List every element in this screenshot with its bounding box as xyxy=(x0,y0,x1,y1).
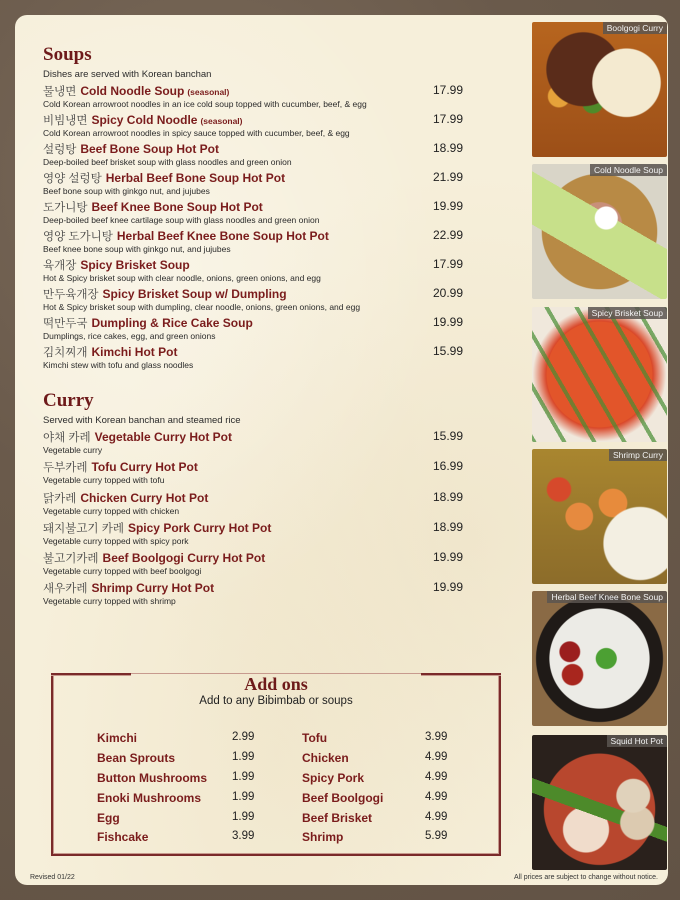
addon-price: 1.99 xyxy=(232,811,255,823)
addon-name: Beef Brisket xyxy=(302,811,373,825)
item-name: Beef Bone Soup Hot Pot xyxy=(80,142,219,156)
addon-name: Egg xyxy=(97,811,120,825)
addon-name: Bean Sprouts xyxy=(97,751,176,765)
food-photo-spicy-brisket-soup xyxy=(532,307,667,442)
photo-caption: Herbal Beef Knee Bone Soup xyxy=(547,591,667,603)
curry-heading: Curry xyxy=(43,390,94,411)
menu-item xyxy=(43,580,463,607)
food-photo-shrimp-curry xyxy=(532,449,667,584)
item-name: Shrimp Curry Hot Pot xyxy=(91,581,215,595)
item-description: Cold Korean arrowroot noodles in an ice cold soup topped with cucumber, beef, & egg xyxy=(43,99,367,109)
item-korean-name: 육개장 xyxy=(43,260,77,272)
addon-item xyxy=(97,791,257,809)
addon-price: 5.99 xyxy=(425,830,448,842)
item-name: Spicy Cold Noodle xyxy=(91,113,198,127)
addon-name: Fishcake xyxy=(97,830,149,844)
item-price: 18.99 xyxy=(432,141,463,155)
item-name: Cold Noodle Soup xyxy=(80,84,185,98)
menu-item xyxy=(43,112,463,139)
menu-item xyxy=(43,344,463,371)
item-note: (seasonal) xyxy=(187,87,230,97)
menu-item xyxy=(43,83,463,110)
item-price: 17.99 xyxy=(432,83,463,97)
photo-caption: Shrimp Curry xyxy=(609,449,667,461)
item-price: 18.99 xyxy=(432,520,463,534)
item-name: Tofu Curry Hot Pot xyxy=(91,460,198,474)
item-korean-name: 비빔냉면 xyxy=(43,115,88,127)
addon-price: 3.99 xyxy=(425,731,448,743)
menu-item xyxy=(43,550,463,577)
addon-item xyxy=(302,751,462,769)
item-korean-name: 새우카레 xyxy=(43,583,88,595)
addon-item xyxy=(302,830,462,848)
item-name: Spicy Brisket Soup xyxy=(80,258,190,272)
item-price: 17.99 xyxy=(432,112,463,126)
addon-name: Button Mushrooms xyxy=(97,771,207,785)
addon-name: Beef Boolgogi xyxy=(302,791,384,805)
soups-subtitle: Dishes are served with Korean banchan xyxy=(43,69,212,80)
menu-item xyxy=(43,199,463,226)
addons-subtitle: Add to any Bibimbab or soups xyxy=(199,695,353,707)
addon-item xyxy=(97,771,257,789)
soups-heading: Soups xyxy=(43,44,92,65)
addon-name: Enoki Mushrooms xyxy=(97,791,202,805)
addon-price: 3.99 xyxy=(232,830,255,842)
item-description: Vegetable curry topped with tofu xyxy=(43,475,165,485)
addon-item xyxy=(97,811,257,829)
curry-subtitle: Served with Korean banchan and steamed rice xyxy=(43,415,241,426)
item-description: Vegetable curry topped with chicken xyxy=(43,506,180,516)
item-name: Dumpling & Rice Cake Soup xyxy=(91,316,253,330)
addon-item xyxy=(97,731,257,749)
item-korean-name: 김치찌개 xyxy=(43,347,88,359)
item-korean-name: 만두육개장 xyxy=(43,289,99,301)
addon-item xyxy=(97,830,257,848)
item-description: Cold Korean arrowroot noodles in spicy sauce topped with cucumber, beef, & egg xyxy=(43,128,350,138)
menu-item xyxy=(43,520,463,547)
addons-box xyxy=(51,673,501,856)
addon-name: Kimchi xyxy=(97,731,138,745)
item-korean-name: 야채 카레 xyxy=(43,432,91,444)
item-korean-name: 영양 설렁탕 xyxy=(43,173,102,185)
item-name: Spicy Pork Curry Hot Pot xyxy=(127,521,272,535)
item-description: Hot & Spicy brisket soup with dumpling, clear noodle, onions, green onions, and egg xyxy=(43,302,361,312)
price-disclaimer: All prices are subject to change without notice. xyxy=(514,874,658,881)
item-price: 19.99 xyxy=(432,550,463,564)
item-description: Beef knee bone soup with ginkgo nut, and jujubes xyxy=(43,244,231,254)
addon-name: Spicy Pork xyxy=(302,771,365,785)
item-korean-name: 도가니탕 xyxy=(43,202,88,214)
food-photo-cold-noodle-soup xyxy=(532,164,667,299)
item-name: Herbal Beef Bone Soup Hot Pot xyxy=(105,171,286,185)
food-photo-herbal-beef-knee-bone-soup xyxy=(532,591,667,726)
addon-price: 2.99 xyxy=(232,731,255,743)
item-price: 19.99 xyxy=(432,315,463,329)
item-korean-name: 물냉면 xyxy=(43,86,77,98)
item-note: (seasonal) xyxy=(200,116,243,126)
item-name: Herbal Beef Knee Bone Soup Hot Pot xyxy=(116,229,329,243)
item-description: Kimchi stew with tofu and glass noodles xyxy=(43,360,194,370)
addon-item xyxy=(302,791,462,809)
item-price: 19.99 xyxy=(432,199,463,213)
addon-price: 1.99 xyxy=(232,751,255,763)
item-price: 22.99 xyxy=(432,228,463,242)
item-description: Hot & Spicy brisket soup with clear noodle, onions, green onions, and egg xyxy=(43,273,321,283)
item-price: 18.99 xyxy=(432,490,463,504)
addon-price: 4.99 xyxy=(425,751,448,763)
item-korean-name: 영양 도가니탕 xyxy=(43,231,113,243)
item-price: 17.99 xyxy=(432,257,463,271)
item-korean-name: 불고기카레 xyxy=(43,553,99,565)
menu-item xyxy=(43,257,463,284)
addon-price: 4.99 xyxy=(425,771,448,783)
item-price: 19.99 xyxy=(432,580,463,594)
menu-item xyxy=(43,429,463,456)
addon-price: 4.99 xyxy=(425,791,448,803)
menu-item xyxy=(43,286,463,313)
addon-item xyxy=(97,751,257,769)
item-description: Beef bone soup with ginkgo nut, and jujubes xyxy=(43,186,210,196)
item-description: Vegetable curry xyxy=(43,445,103,455)
addon-price: 1.99 xyxy=(232,791,255,803)
photo-caption: Spicy Brisket Soup xyxy=(588,307,667,319)
item-price: 15.99 xyxy=(432,344,463,358)
addon-name: Chicken xyxy=(302,751,349,765)
item-korean-name: 돼지불고기 카레 xyxy=(43,523,124,535)
addon-name: Shrimp xyxy=(302,830,344,844)
menu-item xyxy=(43,228,463,255)
item-description: Dumplings, rice cakes, egg, and green onions xyxy=(43,331,216,341)
item-korean-name: 설렁탕 xyxy=(43,144,77,156)
item-korean-name: 닭카레 xyxy=(43,493,77,505)
addons-heading: Add ons xyxy=(244,674,308,694)
item-name: Spicy Brisket Soup w/ Dumpling xyxy=(102,287,287,301)
item-korean-name: 떡만두국 xyxy=(43,318,88,330)
addon-item xyxy=(302,771,462,789)
item-price: 20.99 xyxy=(432,286,463,300)
photo-caption: Boolgogi Curry xyxy=(603,22,667,34)
menu-item xyxy=(43,170,463,197)
item-name: Kimchi Hot Pot xyxy=(91,345,178,359)
photo-caption: Squid Hot Pot xyxy=(607,735,667,747)
photo-caption: Cold Noodle Soup xyxy=(590,164,667,176)
food-photo-boolgogi-curry xyxy=(532,22,667,157)
item-description: Vegetable curry topped with beef boolgogi xyxy=(43,566,202,576)
menu-item xyxy=(43,490,463,517)
revised-date: Revised 01/22 xyxy=(30,874,75,881)
addon-price: 1.99 xyxy=(232,771,255,783)
addon-item xyxy=(302,731,462,749)
menu-item xyxy=(43,459,463,486)
item-price: 21.99 xyxy=(432,170,463,184)
addon-item xyxy=(302,811,462,829)
item-price: 15.99 xyxy=(432,429,463,443)
addon-name: Tofu xyxy=(302,731,328,745)
item-name: Vegetable Curry Hot Pot xyxy=(94,430,233,444)
item-name: Beef Boolgogi Curry Hot Pot xyxy=(102,551,266,565)
menu-item xyxy=(43,141,463,168)
item-name: Chicken Curry Hot Pot xyxy=(80,491,209,505)
item-description: Vegetable curry topped with shrimp xyxy=(43,596,176,606)
item-description: Vegetable curry topped with spicy pork xyxy=(43,536,189,546)
item-description: Deep-boiled beef knee cartilage soup with glass noodles and green onion xyxy=(43,215,320,225)
food-photo-squid-hot-pot xyxy=(532,735,667,870)
item-price: 16.99 xyxy=(432,459,463,473)
item-description: Deep-boiled beef brisket soup with glass noodles and green onion xyxy=(43,157,292,167)
item-korean-name: 두부카레 xyxy=(43,462,88,474)
addon-price: 4.99 xyxy=(425,811,448,823)
item-name: Beef Knee Bone Soup Hot Pot xyxy=(91,200,263,214)
menu-item xyxy=(43,315,463,342)
